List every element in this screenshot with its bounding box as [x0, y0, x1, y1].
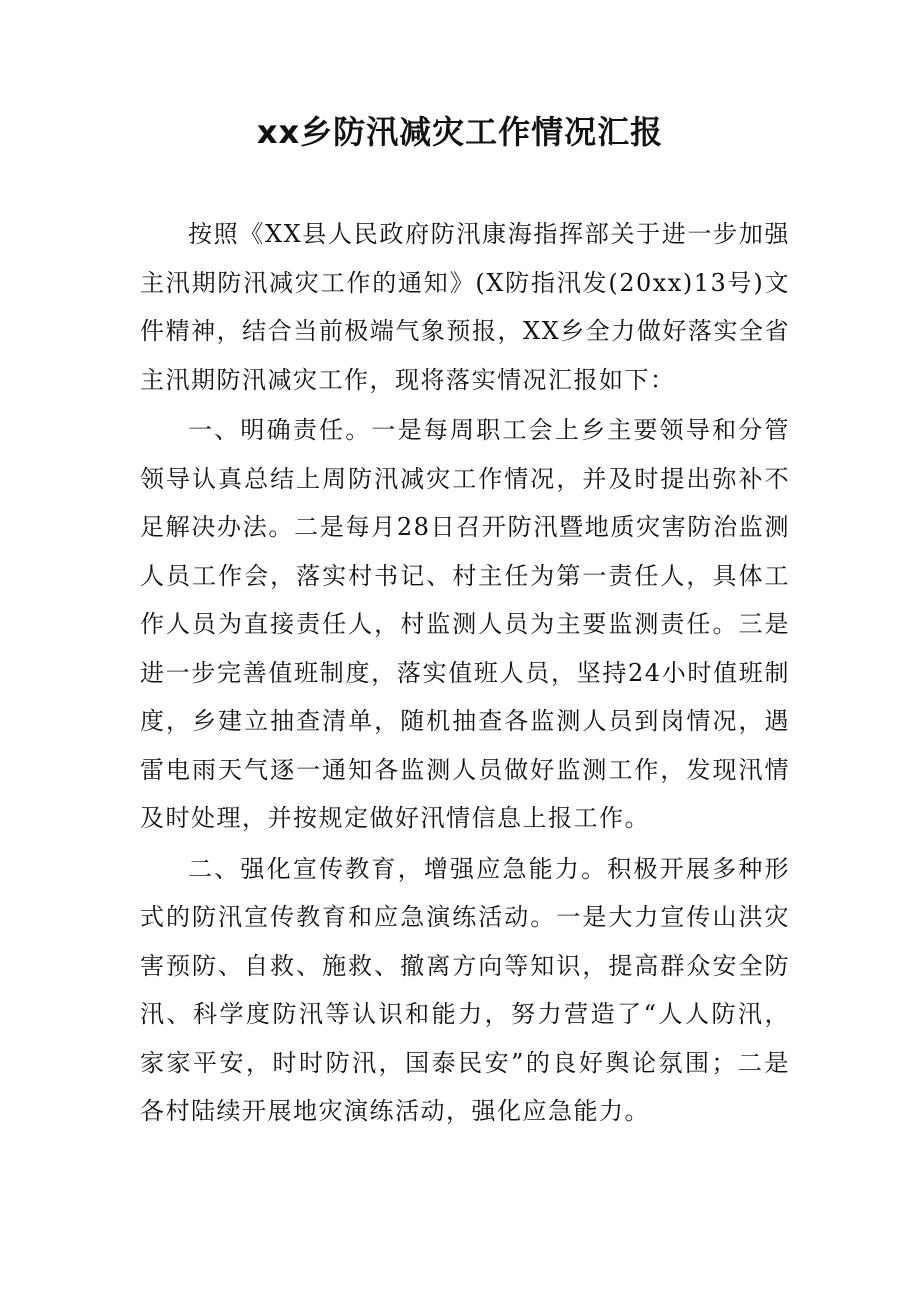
paragraph-intro: 按照《XX县人民政府防汛康海指挥部关于进一步加强主汛期防汛减灾工作的通知》(X防指汛发(20xx)13号)文件精神，结合当前极端气象预报，XX乡全力做好落实全省主汛期防汛减灾工作，现将落实情况汇报如下： [140, 220, 790, 394]
paragraph-publicity-education: 二、强化宣传教育，增强应急能力。积极开展多种形式的防汛宣传教育和应急演练活动。一是大力宣传山洪灾害预防、自救、施救、撤离方向等知识，提高群众安全防汛、科学度防汛等认识和能力，努力营造了“人人防汛，家家平安，时时防汛，国泰民安”的良好舆论氛围；二是各村陆续开展地灾演练活动，强化应急能力。 [140, 854, 790, 1125]
document-title: xx乡防汛减灾工作情况汇报 [256, 113, 664, 151]
document-body [140, 210, 790, 1138]
paragraph-responsibility: 一、明确责任。一是每周职工会上乡主要领导和分管领导认真总结上周防汛减灾工作情况，并及时提出弥补不足解决办法。二是每月28日召开防汛暨地质灾害防治监测人员工作会，落实村书记、村主任为第一责任人，具体工作人员为直接责任人，村监测人员为主要监测责任。三是进一步完善值班制度，落实值班人员，坚持24小时值班制度，乡建立抽查清单，随机抽查各监测人员到岗情况，遇雷电雨天气逐一通知各监测人员做好监测工作，发现汛情及时处理，并按规定做好汛情信息上报工作。 [140, 416, 790, 832]
